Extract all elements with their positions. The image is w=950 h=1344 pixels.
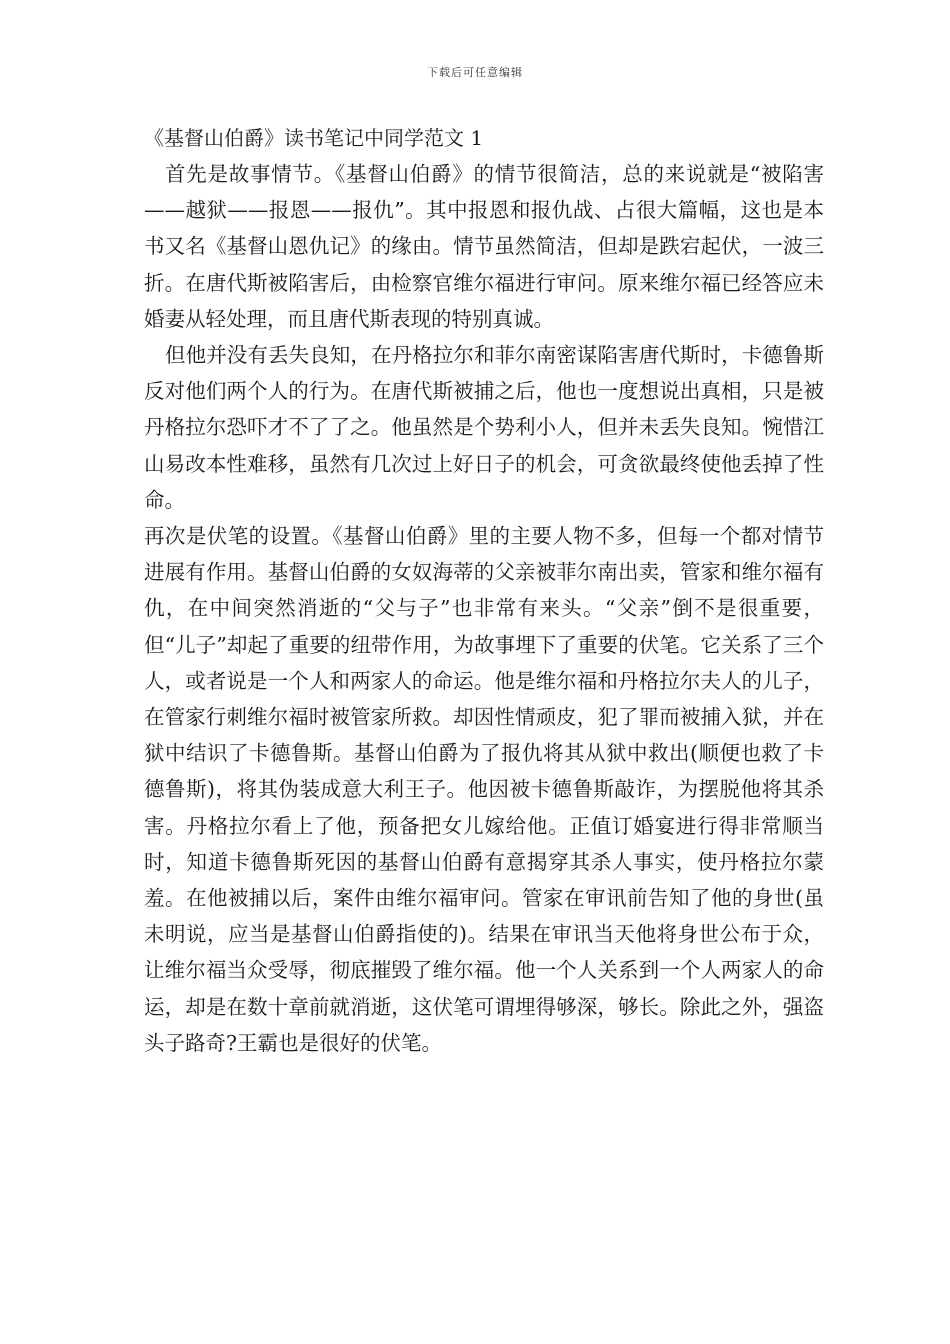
document-title: 《基督山伯爵》读书笔记中同学范文 1 [144, 126, 484, 150]
paragraph-caderousse: 但他并没有丢失良知，在丹格拉尔和菲尔南密谋陷害唐代斯时，卡德鲁斯反对他们两个人的行为。在唐代斯被捕之后，他也一度想说出真相，只是被丹格拉尔恐吓才不了了之。他虽然是个势利小人，但并未丢失良知。惋惜江山易改本性难移，虽然有几次过上好日子的机会，可贪欲最终使他丢掉了性命。 [144, 343, 824, 512]
paragraph-plot: 首先是故事情节。《基督山伯爵》的情节很简洁，总的来说就是“被陷害——越狱——报恩——报仇”。其中报恩和报仇战、占很大篇幅，这也是本书又名《基督山恩仇记》的缘由。情节虽然简洁，但却是跌宕起伏，一波三折。在唐代斯被陷害后，由检察官维尔福进行审问。原来维尔福已经答应未婚妻从轻处理，而且唐代斯表现的特别真诚。 [144, 162, 824, 331]
document-body [144, 120, 824, 1061]
page-header: 下载后可任意编辑 [427, 66, 523, 79]
paragraph-foreshadowing: 再次是伏笔的设置。《基督山伯爵》里的主要人物不多，但每一个都对情节进展有作用。基督山伯爵的女奴海蒂的父亲被菲尔南出卖，管家和维尔福有仇，在中间突然消逝的“父与子”也非常有来头。“父亲”倒不是很重要，但“儿子”却起了重要的纽带作用，为故事埋下了重要的伏笔。它关系了三个人，或者说是一个人和两家人的命运。他是维尔福和丹格拉尔夫人的儿子，在管家行刺维尔福时被管家所救。却因性情顽皮，犯了罪而被捕入狱，并在狱中结识了卡德鲁斯。基督山伯爵为了报仇将其从狱中救出(顺便也救了卡德鲁斯)，将其伪装成意大利王子。他因被卡德鲁斯敲诈，为摆脱他将其杀害。丹格拉尔看上了他，预备把女儿嫁给他。正值订婚宴进行得非常顺当时，知道卡德鲁斯死因的基督山伯爵有意揭穿其杀人事实，使丹格拉尔蒙羞。在他被捕以后，案件由维尔福审问。管家在审讯前告知了他的身世(虽未明说，应当是基督山伯爵指使的)。结果在审讯当天他将身世公布于众，让维尔福当众受辱，彻底摧毁了维尔福。他一个人关系到一个人两家人的命运，却是在数十章前就消逝，这伏笔可谓埋得够深，够长。除此之外，强盗头子路奇?王霸也是很好的伏笔。 [144, 524, 824, 1055]
